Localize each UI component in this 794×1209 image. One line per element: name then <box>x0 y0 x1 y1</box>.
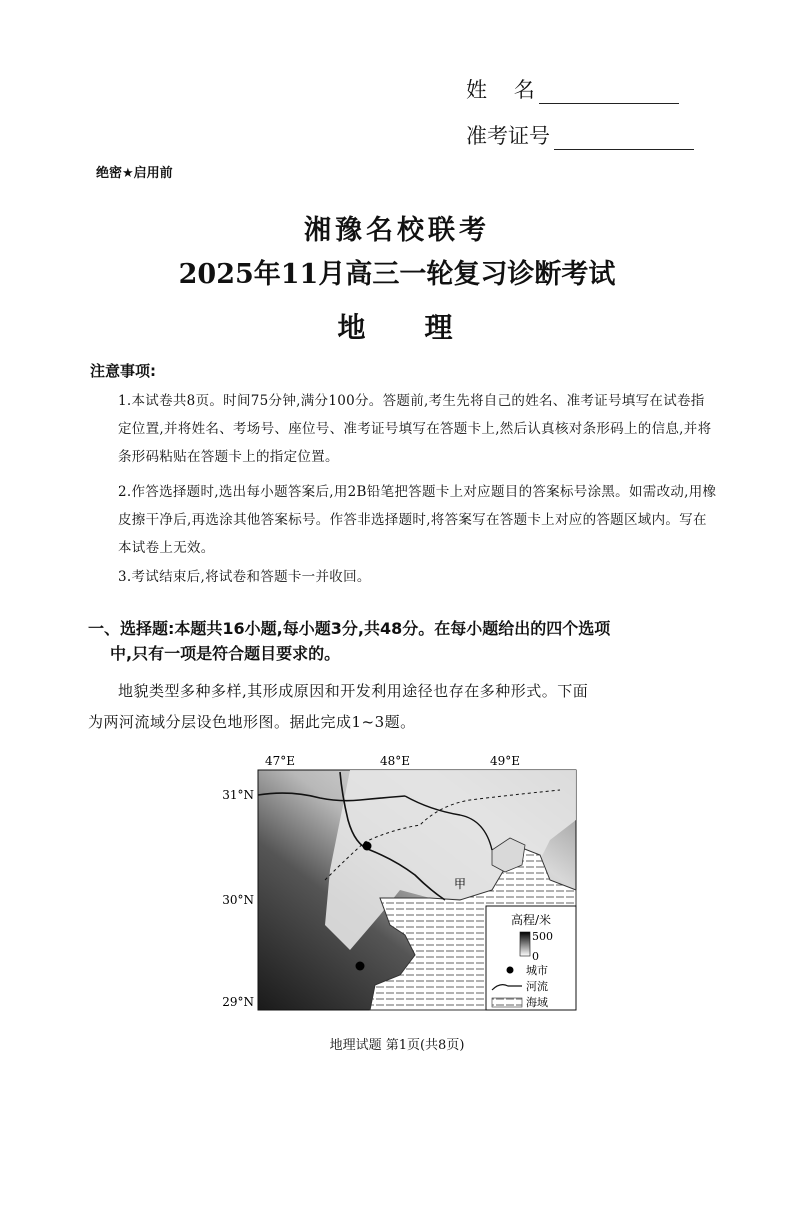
notice-heading: 注意事项: <box>90 362 156 380</box>
notice-item-1: 1.本试卷共8页。时间75分钟,满分100分。答题前,考生先将自己的姓名、准考证号填写在试卷指定位置,并将姓名、考场号、座位号、准考证号填写在答题卡上,然后认真核对条形码上的信息,并将条形码粘贴在答题卡上的指定位置。 <box>118 393 712 465</box>
map-svg <box>222 750 590 1020</box>
legend-sea: 海域 <box>526 996 548 1009</box>
question-intro <box>88 676 718 738</box>
legend-sea-icon <box>492 998 522 1007</box>
legend-max-value: 500 <box>532 930 553 943</box>
lat-label-29: 29°N <box>222 995 254 1009</box>
exam-id-blank[interactable] <box>554 127 694 150</box>
notice-item-2: 2.作答选择题时,选出每小题答案后,用2B铅笔把答题卡上对应题目的答案标号涂黑。如需改动,用橡皮擦干净后,再选涂其他答案标号。作答非选择题时,将答案写在答题卡上对应的答题区域内。写在本试卷上无效。 <box>118 484 717 556</box>
name-field-row <box>466 74 679 104</box>
intro-line2: 为两河流域分层设色地形图。据此完成1~3题。 <box>88 713 416 731</box>
lat-label-31: 31°N <box>222 788 254 802</box>
notice-item-3: 3.考试结束后,将试卷和答题卡一并收回。 <box>118 569 371 585</box>
legend-city-icon <box>507 967 514 974</box>
exam-title-line2: 2025年11月高三一轮复习诊断考试 <box>178 259 616 290</box>
page-footer: 地理试题 第1页(共8页) <box>329 1038 465 1053</box>
lon-label-48: 48°E <box>379 754 411 768</box>
legend-min-value: 0 <box>532 950 539 963</box>
place-label-jia: 甲 <box>454 877 467 891</box>
subject-title: 地 理 <box>337 311 457 344</box>
intro-line1: 地貌类型多种多样,其形成原因和开发利用途径也存在多种形式。下面 <box>118 682 589 700</box>
legend-river: 河流 <box>526 980 548 993</box>
section-heading <box>88 616 728 666</box>
name-blank[interactable] <box>539 81 679 104</box>
section-heading-line1: 一、选择题:本题共16小题,每小题3分,共48分。在每小题给出的四个选项 <box>88 619 611 638</box>
name-label: 姓 名 <box>466 78 535 102</box>
section-heading-line2: 中,只有一项是符合题目要求的。 <box>110 644 341 663</box>
lon-label-47: 47°E <box>264 754 296 768</box>
lat-label-30: 30°N <box>222 893 254 907</box>
exam-title-line1: 湘豫名校联考 <box>304 215 490 246</box>
legend-elevation-bar <box>520 932 530 956</box>
id-field-row <box>466 120 694 150</box>
secret-mark: 绝密★启用前 <box>96 166 173 181</box>
legend-title: 高程/米 <box>510 913 552 927</box>
legend-city: 城市 <box>526 964 548 977</box>
exam-id-label: 准考证号 <box>466 124 550 148</box>
topographic-map <box>222 750 590 1020</box>
lon-label-49: 49°E <box>489 754 521 768</box>
